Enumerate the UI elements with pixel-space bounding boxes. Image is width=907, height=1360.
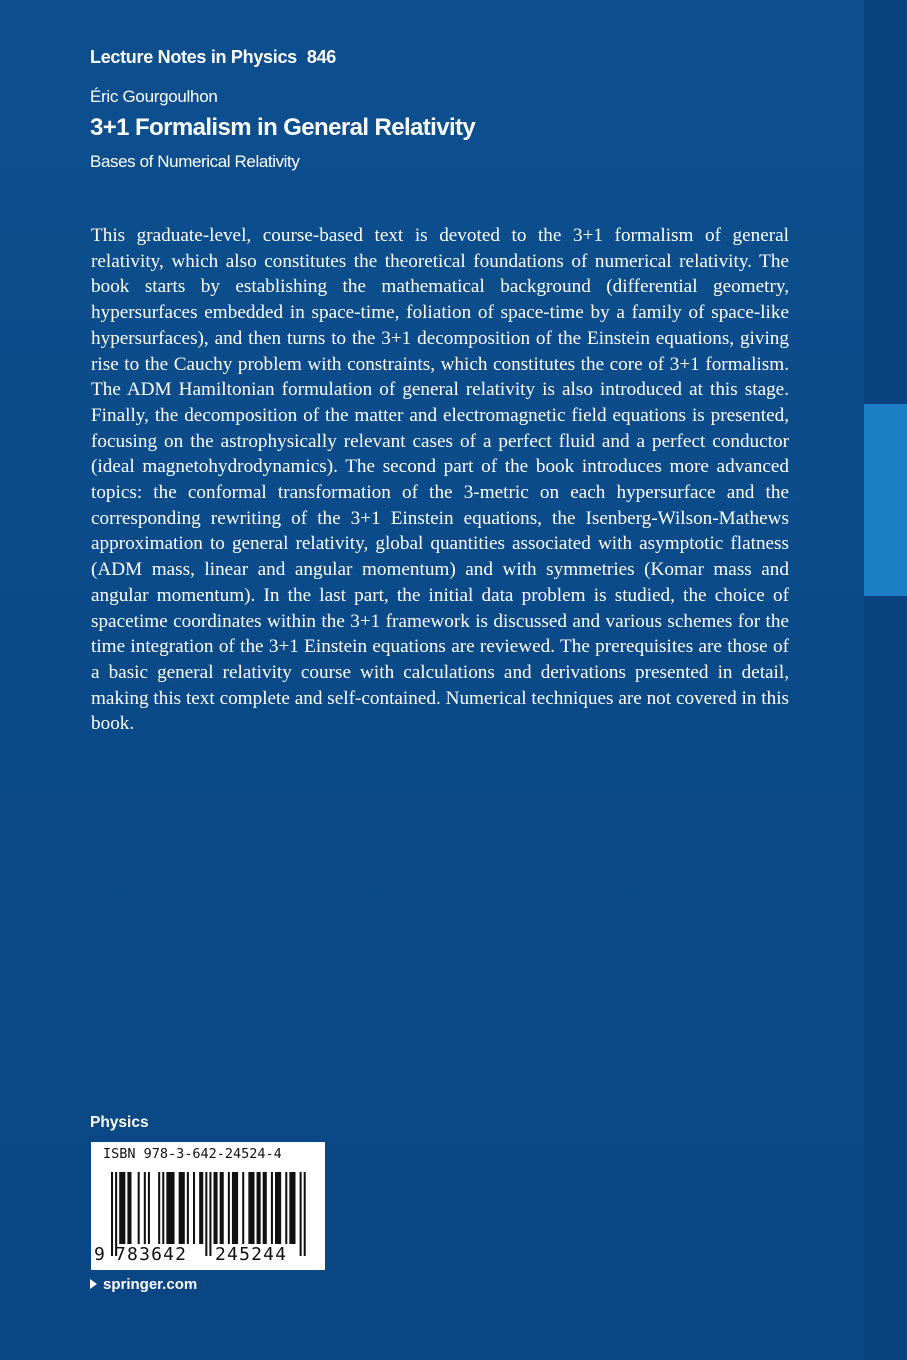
barcode-bar (248, 1172, 254, 1244)
barcode-bar (148, 1172, 150, 1244)
barcode-bar (263, 1172, 267, 1244)
ean-first-digit: 9 (94, 1244, 105, 1265)
barcode-bar (187, 1172, 189, 1244)
blurb-text: This graduate-level, course-based text is devoted to the 3+1 formalism of general relativity, which also constitutes the theoretical foundations of numerical relativity. The book starts by establishing the mathematical background (differential geometry, hypersurfaces embedded in space-time, foliation of space-time by a family of space-like hypersurfaces), and then turns to the 3+1 decomposition of the Einstein equations, giving rise to the Cauchy problem with constraints, which constitutes the core of 3+1 formalism. The ADM Hamiltonian formulation of general relativity is also introduced at this stage. Finally, the decomposition of the matter and electromagnetic field equations is presented, focusing on the astrophysically relevant cases of a perfect fluid and a perfect conductor (ideal magnetohydrodynamics). The second part of the book introduces more advanced topics: the conformal transformation of the 3-metric on each hypersurface and the corresponding rewriting of the 3+1 Einstein equations, the Isenberg-Wilson-Mathews approximation to general relativity, global quantities associated with asymptotic flatness (ADM mass, linear and angular momentum) and with symmetries (Komar mass and angular momentum). In the last part, the initial data problem is studied, the choice of spacetime coordinates within the 3+1 framework is discussed and various schemes for the time integration of the 3+1 Einstein equations are reviewed. The prerequisites are those of a basic general relativity course with calculations and derivations presented in detail, making this text complete and self-contained. Numerical techniques are not covered in this book. (91, 225, 789, 735)
barcode-bar (275, 1172, 281, 1244)
ean-digits (91, 1244, 325, 1268)
barcode-bar (242, 1172, 244, 1244)
barcode-bar (214, 1172, 218, 1244)
barcode-bar (289, 1172, 295, 1244)
series-name: Lecture Notes in Physics (90, 47, 297, 67)
isbn-label: ISBN 978-3-642-24524-4 (103, 1146, 282, 1162)
barcode-bar (228, 1172, 230, 1244)
ean-left-group: 783642 (115, 1244, 188, 1265)
spine-color-band (864, 404, 907, 596)
barcode-bar (119, 1172, 125, 1244)
barcode-bar (162, 1172, 164, 1244)
spine-edge (864, 0, 907, 1360)
publisher-url: springer.com (103, 1276, 198, 1293)
barcode-bar (144, 1172, 146, 1244)
book-title: 3+1 Formalism in General Relativity (90, 114, 476, 141)
barcode-bar (166, 1172, 174, 1244)
barcode-bar (199, 1172, 203, 1244)
author-name: Éric Gourgoulhon (90, 87, 218, 106)
publisher-link[interactable] (90, 1276, 197, 1293)
subject-label: Physics (90, 1114, 149, 1131)
barcode-bar (232, 1172, 238, 1244)
barcode-bar (179, 1172, 185, 1244)
barcode-bar (271, 1172, 273, 1244)
barcode-bar (257, 1172, 261, 1244)
book-subtitle: Bases of Numerical Relativity (90, 152, 300, 171)
barcode-bar (220, 1172, 224, 1244)
barcode-bar (193, 1172, 195, 1244)
series-line (90, 47, 336, 68)
barcode-bar (158, 1172, 160, 1244)
triangle-right-icon (90, 1279, 97, 1289)
ean-right-group: 245244 (215, 1244, 288, 1265)
volume-number: 846 (306, 47, 337, 67)
barcode-bar (138, 1172, 140, 1244)
barcode-bar (285, 1172, 287, 1244)
isbn-barcode (91, 1142, 325, 1270)
barcode-bar (127, 1172, 131, 1244)
